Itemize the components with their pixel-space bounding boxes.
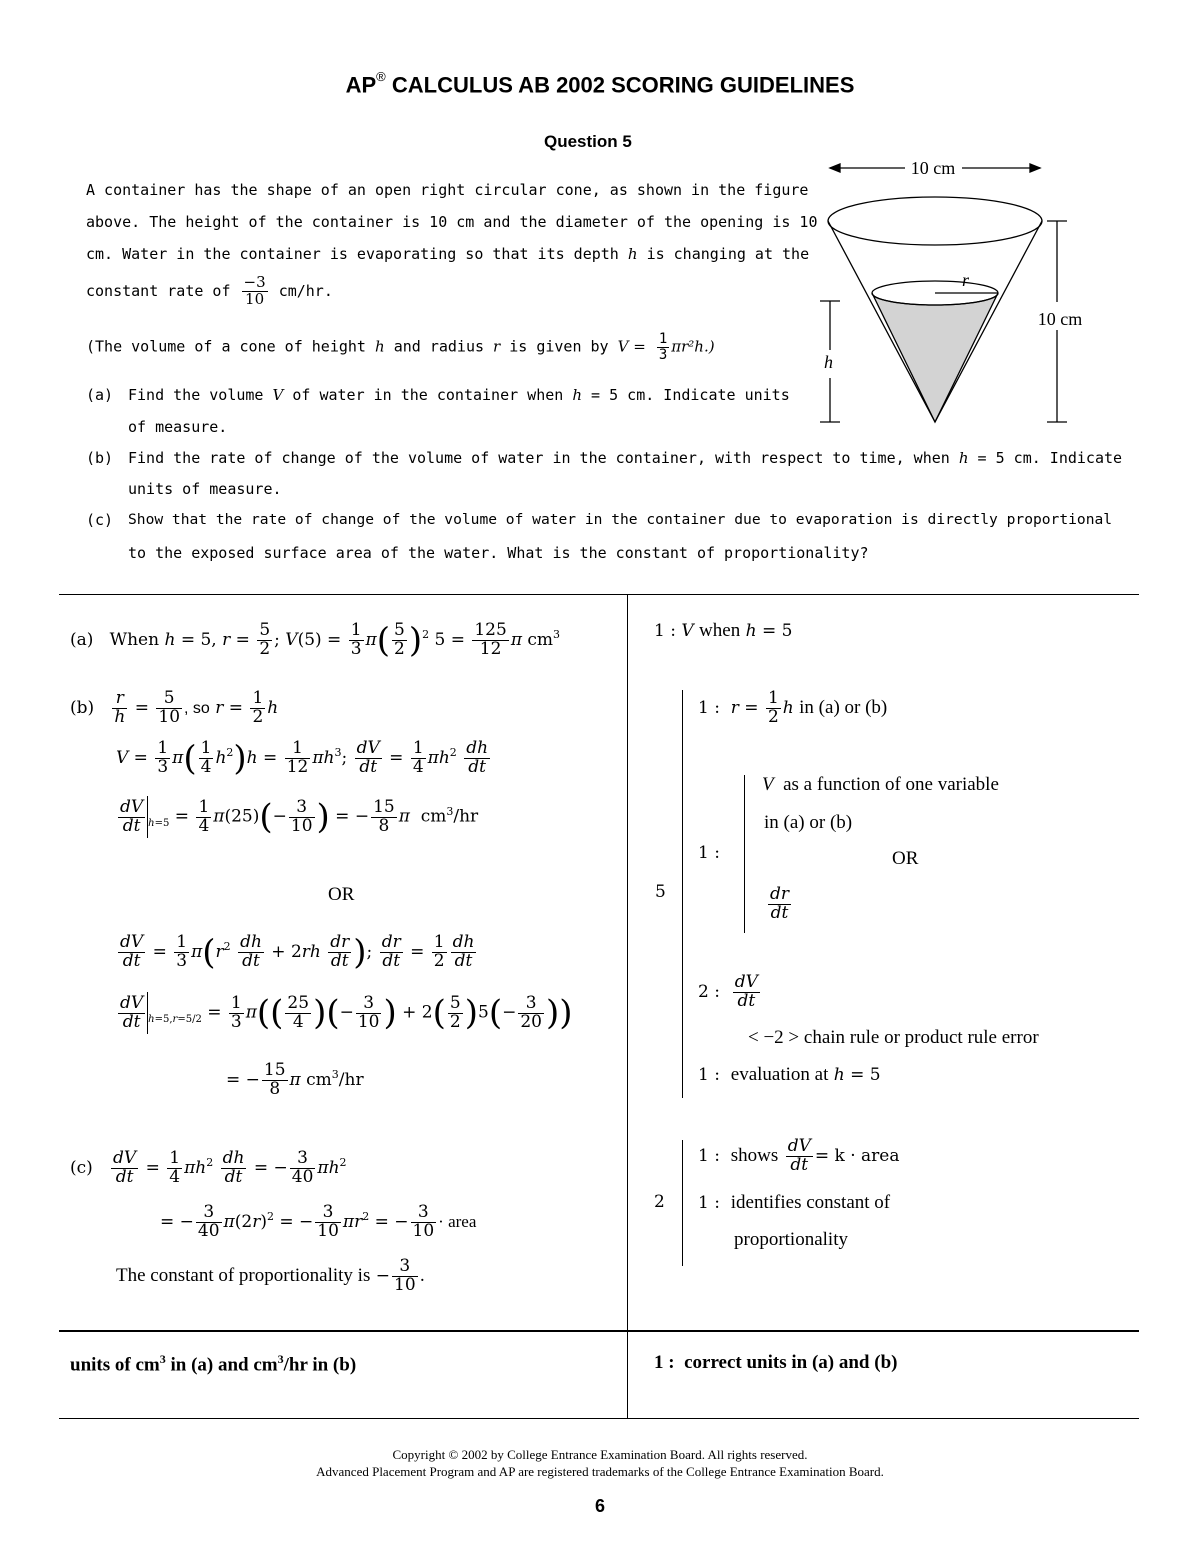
table-top-rule xyxy=(59,594,1139,595)
solution-c-line-2: = − $\frac{3}{40}$ $\pi(2r)^2$ = − $\frac{3}{10}$ $\pi r^2$ = − $\frac{3}{10}$ · area xyxy=(160,1202,477,1241)
part-c-label: (c) xyxy=(86,511,114,529)
figure-side-label: 10 cm xyxy=(1037,309,1083,329)
figure-r-label: r xyxy=(962,270,970,290)
table-bottom-rule xyxy=(59,1418,1139,1419)
units-row-solution: units of $cm^3$ in (a) and $cm^3/hr$ in (b) xyxy=(70,1352,357,1376)
copyright-line: Copyright © 2002 by College Entrance Examination Board. All rights reserved. xyxy=(392,1447,808,1462)
cone-opening xyxy=(828,197,1042,245)
solution-b-line-1: (b) $\frac{r}{h}$ = $\frac{5}{10}$ , so r = $\frac{1}{2}$ h xyxy=(70,688,279,727)
page-title: AP® CALCULUS AB 2002 SCORING GUIDELINES xyxy=(345,69,855,98)
score-b-total: 5 xyxy=(655,882,666,902)
score-b4: 1 : evaluation at h = 5 xyxy=(698,1064,881,1085)
score-b2-line-2: in (a) or (b) xyxy=(764,812,853,833)
part-b-text: Find the rate of change of the volume of water in the container, with respect to time, when h = 5 cm. Indicate xyxy=(128,449,1123,467)
score-b3-error: < −2 > chain rule or product rule error xyxy=(748,1027,1039,1048)
part-b-label: (b) xyxy=(86,449,114,467)
page-number: 6 xyxy=(594,1496,605,1516)
part-c-text-2: to the exposed surface area of the water. What is the constant of proportionality? xyxy=(128,544,869,562)
score-b2-brace xyxy=(744,775,745,933)
arrow-left-icon xyxy=(830,164,840,172)
score-units: 1 : correct units in (a) and (b) xyxy=(654,1352,898,1373)
score-a: 1 : V when h = 5 xyxy=(654,620,793,641)
stem-line-1: A container has the shape of an open right circular cone, as shown in the figure xyxy=(86,181,809,199)
solution-b-line-3: $\frac{dV}{dt}$ $_{h=5}$ = $\frac{1}{4}$ π(25)(− $\frac{3}{10}$ ) = − $\frac{15}{8}$ π $cm^3/hr$ xyxy=(120,796,479,837)
table-divider xyxy=(627,594,628,1419)
solution-b-line-5: $\frac{dV}{dt}$ $_{h=5,r=5/2}$ = $\frac{1}{3}$ π(( $\frac{25}{4}$ )(− $\frac{3}{10}$ ) + 2( $\frac{5}{2}$ )5(− $\frac{3}{20}$ )) xyxy=(120,992,573,1033)
units-rule xyxy=(59,1330,1139,1332)
part-c-text: Show that the rate of change of the volume of water in the container due to evaporation is directly proportional xyxy=(128,511,1113,528)
score-b2-drdt: $\frac{dr}{dt}$ xyxy=(770,884,790,923)
stem-line-3: cm. Water in the container is evaporating so that its depth h is changing at the xyxy=(86,245,810,263)
part-a-text-2: of measure. xyxy=(128,418,228,436)
registered-mark: ® xyxy=(376,69,386,84)
question-number: Question 5 xyxy=(544,132,632,151)
score-b2-or: OR xyxy=(892,848,919,869)
part-b-text-2: units of measure. xyxy=(128,480,282,498)
part-a-label: (a) xyxy=(86,386,114,404)
score-b3: 2 : $\frac{dV}{dt}$ xyxy=(698,972,758,1011)
stem-volume-formula: (The volume of a cone of height h and radius r is given by V = $\frac{1}{3}$ πr²h.) xyxy=(86,331,715,363)
solution-b-line-2: V = $\frac{1}{3}$ π( $\frac{1}{4}$ $h^2)h$ = $\frac{1}{12}$ $\pi h^3$; $\frac{dV}{dt}$ = $\frac{1}{4}$ $\pi h^2$ $\frac{dh}{dt}$ xyxy=(116,738,489,779)
solution-or: OR xyxy=(328,884,355,905)
cone-figure xyxy=(810,150,1110,440)
score-b-brace xyxy=(682,690,683,1098)
solution-a: (a) When h = 5, r = $\frac{5}{2}$ ; V(5) = $\frac{1}{3}$ π( $\frac{5}{2}$ )$^2$ 5 = $\frac{125}{12}$ π $cm^3$ xyxy=(70,620,561,661)
score-b1: 1 : r = $\frac{1}{2}$ h in (a) or (b) xyxy=(698,688,888,727)
score-c2: 1 : identifies constant of xyxy=(698,1192,891,1213)
score-c1: 1 : shows $\frac{dV}{dt}$ = k · area xyxy=(698,1136,900,1175)
stem-line-2: above. The height of the container is 10 cm and the diameter of the opening is 10 xyxy=(86,213,818,231)
solution-b-line-6: = − $\frac{15}{8}$ π $cm^3/hr$ xyxy=(226,1060,364,1099)
water-region xyxy=(872,293,998,422)
solution-b-line-4: $\frac{dV}{dt}$ = $\frac{1}{3}$ $\pi(r^2$ $\frac{dh}{dt}$ + 2rh $\frac{dr}{dt}$ ); $\frac{dr}{dt}$ = $\frac{1}{2}$ $\frac{dh}{dt}$ xyxy=(120,932,475,973)
solution-c-line-3: The constant of proportionality is − $\frac{3}{10}$ . xyxy=(116,1256,426,1295)
figure-h-label: h xyxy=(824,352,833,372)
trademark-line: Advanced Placement Program and AP are registered trademarks of the College Entrance Examination Board. xyxy=(316,1464,884,1479)
figure-top-label: 10 cm xyxy=(910,158,956,178)
stem-line-4: constant rate of $\frac{-3}{10}$ cm/hr. xyxy=(86,273,333,308)
score-c2-line-2: proportionality xyxy=(734,1229,848,1250)
solution-c-line-1: (c) $\frac{dV}{dt}$ = $\frac{1}{4}$ $\pi h^2$ $\frac{dh}{dt}$ = − $\frac{3}{40}$ $\pi h^2$ xyxy=(70,1148,347,1187)
part-a-text: Find the volume V of water in the container when h = 5 cm. Indicate units xyxy=(128,386,790,404)
score-c-total: 2 xyxy=(654,1192,665,1212)
score-b2-line-1: V as a function of one variable xyxy=(762,774,999,795)
score-b2-points: 1 : xyxy=(698,843,720,863)
score-c-brace xyxy=(682,1140,683,1266)
arrow-right-icon xyxy=(1030,164,1040,172)
